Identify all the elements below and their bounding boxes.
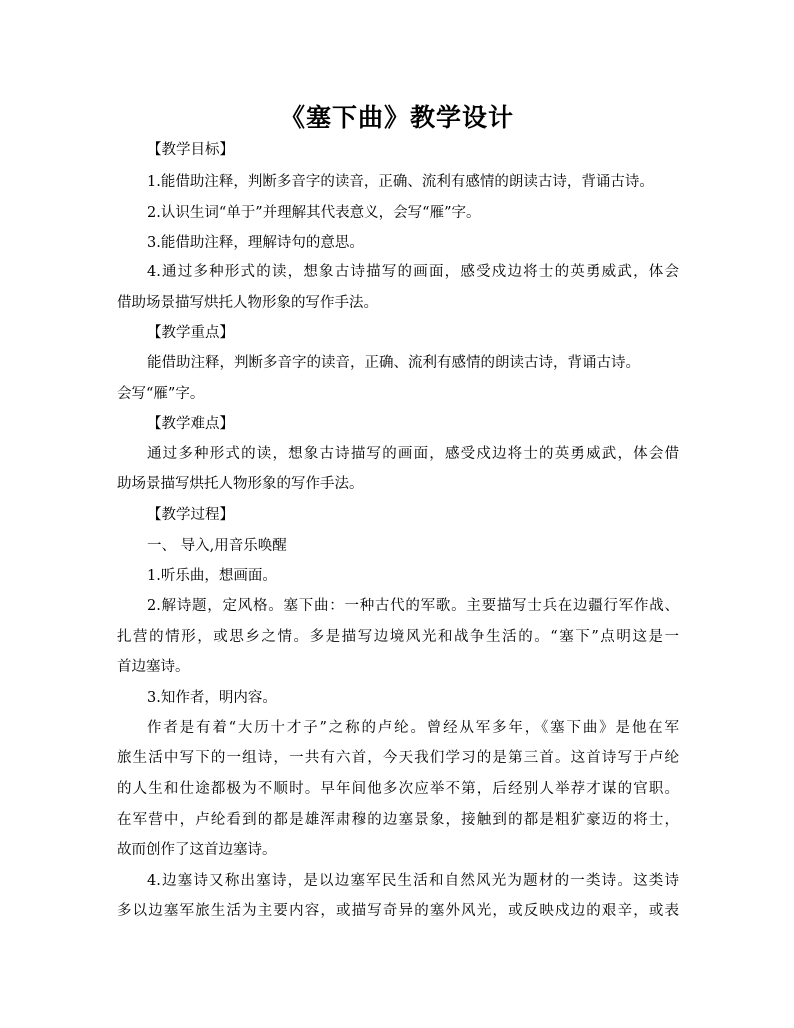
objective-item-2: 2.认识生词“单于”并理解其代表意义，会写“雁”字。 <box>147 205 481 221</box>
process-step-3: 3.知作者，明内容。 <box>147 690 277 706</box>
process-step-4-line-2: 多以边塞军旅生活为主要内容，或描写奇异的塞外风光，或反映戍边的艰辛，或表 <box>117 903 679 919</box>
difficulties-heading: 【教学难点】 <box>147 416 234 432</box>
key-points-heading: 【教学重点】 <box>147 325 234 341</box>
key-points-line-1: 能借助注释，判断多音字的读音，正确、流利有感情的朗读古诗，背诵古诗。 <box>147 355 640 371</box>
objectives-heading: 【教学目标】 <box>147 142 234 158</box>
author-paragraph-line-5: 故而创作了这首边塞诗。 <box>117 842 277 858</box>
difficulties-line-1: 通过多种形式的读，想象古诗描写的画面，感受戍边将士的英勇威武，体会借 <box>147 446 679 462</box>
objective-item-1: 1.能借助注释，判断多音字的读音，正确、流利有感情的朗读古诗，背诵古诗。 <box>147 174 654 190</box>
author-paragraph-line-4: 在军营中，卢纶看到的都是雄浑肃穆的边塞景象，接触到的都是粗犷豪迈的将士， <box>117 812 679 828</box>
objective-item-3: 3.能借助注释，理解诗句的意思。 <box>147 235 364 251</box>
process-step-1: 1.听乐曲，想画面。 <box>147 568 277 584</box>
author-paragraph-line-3: 的人生和仕途都极为不顺时。早年间他多次应举不第，后经别人举荐才谋的官职。 <box>117 781 679 797</box>
objective-item-4-line-2: 借助场景描写烘托人物形象的写作手法。 <box>117 295 378 311</box>
process-step-2-line-3: 首边塞诗。 <box>117 659 190 675</box>
author-paragraph-line-2: 旅生活中写下的一组诗，一共有六首，今天我们学习的是第三首。这首诗写于卢纶 <box>117 750 679 766</box>
objective-item-4-line-1: 4.通过多种形式的读，想象古诗描写的画面，感受戍边将士的英勇威武，体会 <box>147 264 679 280</box>
process-step-2-line-2: 扎营的情形，或思乡之情。多是描写边境风光和战争生活的。“塞下”点明这是一 <box>117 629 679 645</box>
process-section-1: 一、 导入,用音乐唤醒 <box>147 538 287 554</box>
key-points-line-2: 会写“雁”字。 <box>117 386 205 402</box>
process-step-4-line-1: 4.边塞诗又称出塞诗，是以边塞军民生活和自然风光为题材的一类诗。这类诗 <box>147 873 679 889</box>
process-step-2-line-1: 2.解诗题，定风格。塞下曲：一种古代的军歌。主要描写士兵在边疆行军作战、 <box>147 598 679 614</box>
author-paragraph-line-1: 作者是有着“大历十才子”之称的卢纶。曾经从军多年，《塞下曲》是他在军 <box>147 720 679 736</box>
difficulties-line-2: 助场景描写烘托人物形象的写作手法。 <box>117 476 364 492</box>
document-title: 《塞下曲》教学设计 <box>279 103 514 132</box>
process-heading: 【教学过程】 <box>147 507 234 523</box>
